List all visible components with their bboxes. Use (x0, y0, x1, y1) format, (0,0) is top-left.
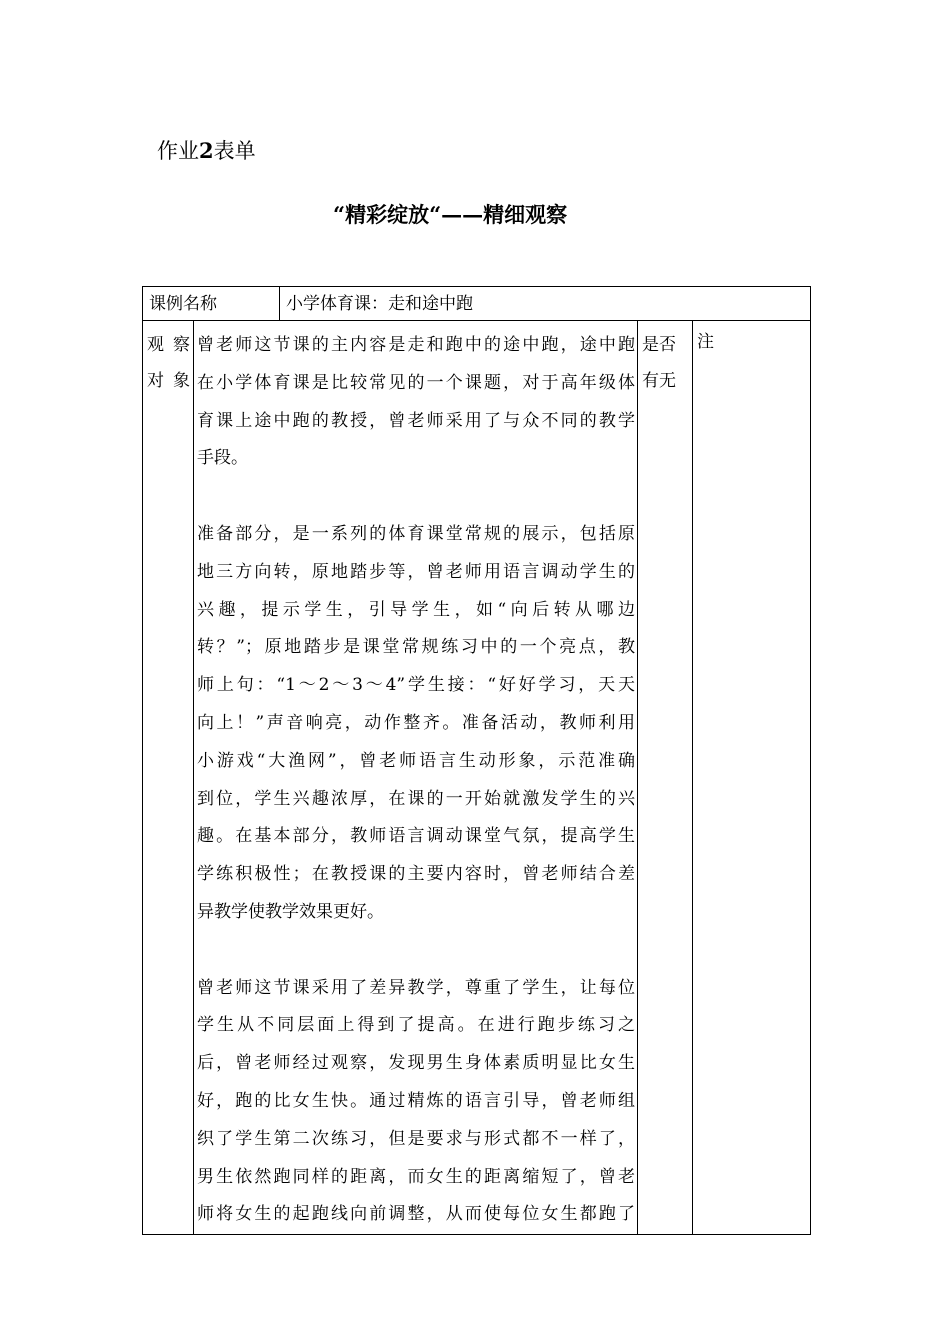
observation-table (142, 286, 811, 1235)
content-line: 曾老师这节课的主内容是走和跑中的途中跑，途中跑 (197, 335, 635, 355)
yesno-line: 是否 (642, 335, 676, 355)
content-line: 手段。 (197, 448, 248, 469)
heading-prefix: 作业 (157, 139, 199, 163)
yesno-line: 有无 (642, 371, 676, 391)
content-line: 趣。在基本部分，教师语言调动课堂气氛，提高学生 (197, 826, 635, 847)
content-line: 后，曾老师经过观察，发现男生身体素质明显比女生 (197, 1053, 635, 1074)
content-line: 曾老师这节课采用了差异教学，尊重了学生，让每位 (197, 977, 635, 998)
table-row (143, 287, 811, 321)
content-line: 转？”；原地踏步是课堂常规练习中的一个亮点，教 (197, 637, 635, 658)
content-line: 育课上途中跑的教授，曾老师采用了与众不同的教学 (197, 410, 635, 431)
content-line: 在小学体育课是比较常见的一个课题，对于高年级体 (197, 372, 635, 393)
table-row (143, 321, 811, 1235)
lesson-name-value: 小学体育课：走和途中跑 (280, 287, 811, 321)
observation-target-label (143, 321, 194, 1235)
content-line: 男生依然跑同样的距离，而女生的距离缩短了，曾老 (197, 1166, 635, 1187)
heading-suffix: 表单 (213, 139, 256, 163)
note-column: 注 (693, 321, 811, 1235)
content-line: 准备部分，是一系列的体育课堂常规的展示，包括原 (197, 523, 635, 544)
paragraph-gap (197, 478, 635, 516)
yes-no-column (638, 321, 693, 1235)
content-line: 兴趣，提示学生，引导学生，如“向后转从哪边 (197, 599, 635, 620)
content-line: 异教学使教学效果更好。 (197, 901, 384, 922)
assignment-heading (157, 136, 256, 166)
content-line: 学生从不同层面上得到了提高。在进行跑步练习之 (197, 1015, 635, 1036)
content-line: 织了学生第二次练习，但是要求与形式都不一样了， (197, 1128, 635, 1149)
content-line: 师上句：“1～2～3～4”学生接：“好好学习，天天 (197, 675, 635, 696)
content-line: 地三方向转，原地踏步等，曾老师用语言调动学生的 (197, 561, 635, 582)
content-line: 向上！”声音响亮，动作整齐。准备活动，教师利用 (197, 712, 635, 733)
label-line: 对象 (147, 371, 190, 391)
content-line: 小游戏“大渔网”，曾老师语言生动形象，示范准确 (197, 750, 635, 771)
observation-content (194, 321, 638, 1235)
content-line: 到位，学生兴趣浓厚，在课的一开始就激发学生的兴 (197, 788, 635, 809)
content-line: 好，跑的比女生快。通过精炼的语言引导，曾老师组 (197, 1090, 635, 1111)
content-line: 师将女生的起跑线向前调整，从而使每位女生都跑了 (197, 1204, 635, 1225)
content-line: 学练积极性；在教授课的主要内容时，曾老师结合差 (197, 864, 635, 885)
lesson-name-label: 课例名称 (143, 287, 280, 321)
page-title: “精彩绽放“——精细观察 (333, 202, 568, 227)
heading-number: 2 (199, 138, 214, 163)
paragraph-gap (197, 932, 635, 970)
label-line: 观 察 (147, 335, 190, 355)
